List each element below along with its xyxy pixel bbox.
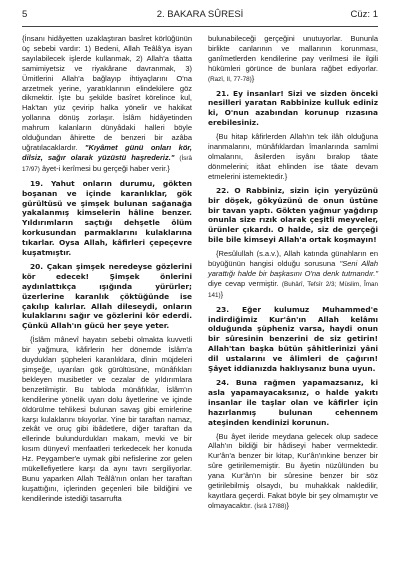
commentary-text: } xyxy=(251,73,255,83)
commentary-paragraph xyxy=(208,34,378,85)
surah-title: 2. BAKARA SÛRESİ xyxy=(156,9,244,20)
source-reference: (Razî, II, 77-78) xyxy=(208,75,252,83)
commentary-text: {Bu âyet ileride meydana gelecek olup sadece Allah'ın bildiği bir hâdiseyi haber vermektedir. Kur'ân'a benzer bir kitap, Kur'ân'ınkine benzer bir sûre getirilememiştir. Bu âyetin nüzûlünden bu yana Kur'ân'ın bir sûresine benzer bir söz getirilebilmiş olsaydı, bu muhakkak nakledilir, kayıtlara geçerdi. Fakat böyle bir şey olmamıştır ve olmayacaktır. xyxy=(208,431,378,510)
commentary-text: bulunabileceği gerçeğini unutuyorlar. Bununla birlikte canlarının ve mallarının korunması, ganîmetlerden kendilerine pay verilmesi ile ilgili hükümleri görünce de bunlara rağbet ediyorlar. xyxy=(208,34,378,73)
verse-19: 19. Yahut onların durumu, gökten boşanan ve içinde karanlıklar, gök gürültüsü ve şimşek bulunan sağanağa yakalanmış kimselerin hâline benzer. Yıldırımların saçtığı dehşetle ölüm korkusundan parmaklarını kulaklarına tıkarlar. Oysa Allah, kâfirleri çepeçevre kuşatmıştır. xyxy=(22,178,192,258)
verse-20: 20. Çakan şimşek neredeyse gözlerini kör edecek! Şimşek önlerini aydınlattıkça ışığında yürürler; üzerlerine karanlık çöktüğünde ise çakılıp kalırlar. Allah dileseydi, onların kulaklarını sağır ve gözlerini kör ederdi. Çünkü Allah'ın gücü her şeye yeter. xyxy=(22,261,192,331)
commentary-paragraph xyxy=(208,432,378,512)
header-rule xyxy=(22,26,378,27)
verse-21: 21. Ey insanlar! Sizi ve sizden önceki nesilleri yaratan Rabbinize kulluk ediniz ki, O'nun azabından korunup rızasına erebilesiniz. xyxy=(208,88,378,128)
commentary-text: {Resûlullah (s.a.v.), Allah katında günahların en büyüğünün hangisi olduğu sorusuna xyxy=(208,249,378,269)
commentary-text: } xyxy=(220,289,224,299)
quote-text: "Kıyâmet günü onları kör, dilsiz, sağır olarak yüzüstü haşrederiz." xyxy=(22,142,193,162)
cuz-label: Cüz: 1 xyxy=(350,9,378,20)
commentary-paragraph xyxy=(208,249,378,301)
commentary-paragraph: {İslâm mânevî hayatın sebebi olmakta kuvvetli bir yağmura, kâfirlerin her dönemde İslâm'a duydukları şüpheleri karanlıklara, dînin müjdeleri şimşeğe, uyarıları gök gürültüsüne, münâfıkları bekleyen musibetler ve cezalar de yıldırımlara benzetilmiştir. Bu tabloda münâfıklar, İslâm'ın kendilerine yönelik uyarı dolu âyetlerine ve içinde öldürülme tehlikesi bulunan savaş gibi emirlerine karşı kulaklarını tıkıyorlar. Yine bir taraftan namaz, zekât ve oruç gibi ibâdetlere, diğer taraftan da ellerinde bulundurdukları makam, mevki ve bir kısım dünyevî menfaatleri terkedecek her konuda Hz. Peygamber'e uymak gibi nefislerine zor gelen mükellefiyetlere karşı da aynı tavrı sergiliyorlar. Bunu yaparken Allah Teâlâ'nın onları her taraftan kuşattığını, içlerinden geçenleri bile bildiğini ve kendilerinde istediği tasarrufta xyxy=(22,335,192,503)
commentary-paragraph: {Bu hitap kâfirlerden Allah'ın tek ilâh olduğuna inanmalarını, münâfıklardan îmanlarında samîmi olmalarını, âsilerden isyânı bırakıp tâate dönmelerini; itâat ehlinden ise tâate devam etmelerini istemektedir.} xyxy=(208,132,378,181)
verse-24: 24. Buna rağmen yapamazsanız, ki asla yapamayacaksınız, o halde yakıtı insanlar ile taşlar olan ve kâfirler için hazırlanmış bulunan cehennem ateşinden kendinizi korunun. xyxy=(208,378,378,427)
verse-23: 23. Eğer kulumuz Muhammed'e indirdiğimiz Kur'ân'ın Allah kelâmı olduğunda şüpheniz varsa, haydi onun bir sûresinin benzerini de siz getirin! Allah'tan başka bütün şâhitlerinizi yâni dil ustalarını ve âlimleri de çağırın! Şâyet iddianızda haklıysanız buna uyun. xyxy=(208,304,378,374)
source-reference: (Buhârî, Tefsîr 2/3; Müslim, Îman 141) xyxy=(208,280,378,299)
source-reference: (İsrâ 17/97) xyxy=(22,154,192,173)
left-column xyxy=(22,34,192,508)
commentary-paragraph xyxy=(22,34,192,175)
page-number: 5 xyxy=(22,9,28,20)
verse-22: 22. O Rabbiniz, sizin için yeryüzünü bir döşek, gökyüzünü de onun üstüne bir tavan yaptı. Gökten yağmur yağdırıp onunla size rızık olarak çeşitli meyveler, ürünler çıkardı. O halde, siz de gerçeği bile bile kimseyi Allah'a ortak koşmayın! xyxy=(208,185,378,245)
commentary-text: } xyxy=(286,500,289,510)
commentary-text: {İnsanı hidâyetten uzaklaştıran basîret körlüğünün üç sebebi vardır: 1) Bedeni, Allah Teâlâ'ya isyan sayılabilecek işlerde kullanmak, 2) Allah'a tâatta samimiyetsiz ve riyakârane davranmak, 3) Ümitlerini Allah'a bağlayıp ihtiyaçlarını O'na arzetmek yerine, yaratıklarının elindekilere göz dikmektir. İşte bu şekilde basîret körelince kul, Hak'tan yüz çevirip halka yönelir ve hakikat yollarına dönüş zorlaşır. İslâm hidâyetinden mahrum kalanların dünyâdaki halleri böyle olduğundan âhirette de benzeri bir azâba uğratılacaklardır. xyxy=(22,34,192,152)
commentary-text: diye cevap vermiştir. xyxy=(208,278,282,288)
page-header xyxy=(22,9,378,23)
right-column xyxy=(208,34,378,516)
source-reference: (İsrâ 17/88) xyxy=(254,502,287,510)
quote-text: "Seni Allah yarattığı halde bir başkasını O'na denk tutmandır." xyxy=(208,259,378,278)
commentary-text: âyet-i kerîmesi bu gerçeği haber verir.} xyxy=(39,163,170,173)
